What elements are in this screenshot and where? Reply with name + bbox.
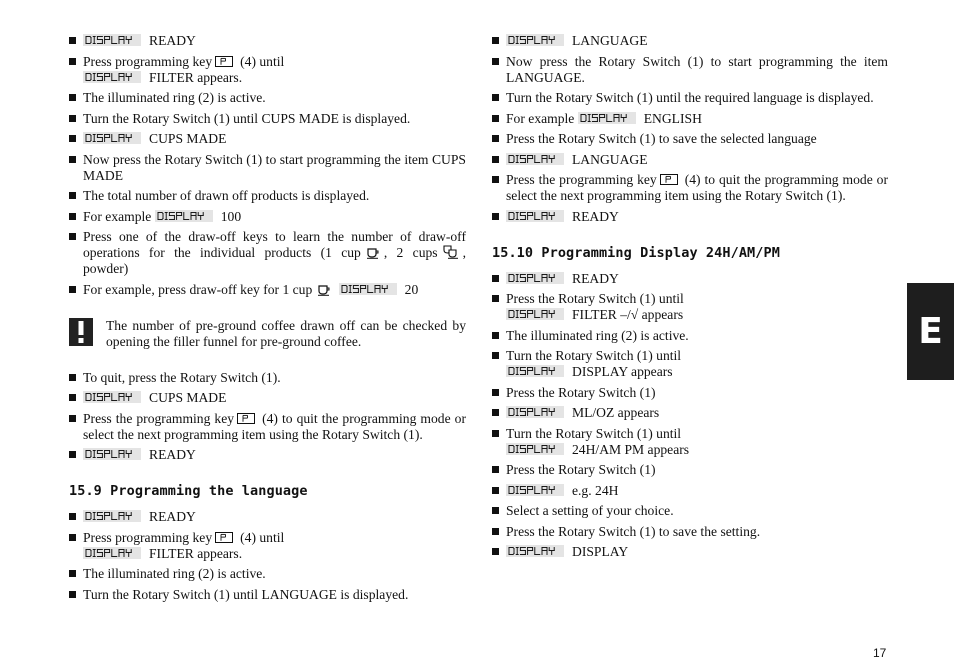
- list-item: READY: [492, 209, 888, 225]
- list-item: Turn the Rotary Switch (1) until DISPLAY appears: [492, 348, 888, 380]
- list-item: Press the Rotary Switch (1) until FILTER –/√ appears: [492, 291, 888, 323]
- list-item: READY: [492, 271, 888, 287]
- list-item: READY: [69, 33, 466, 49]
- list-item: Press the Rotary Switch (1) to save the selected language: [492, 131, 888, 147]
- section-heading: 15.9 Programming the language: [69, 483, 308, 499]
- list-item: Press the Rotary Switch (1): [492, 462, 888, 478]
- list-item: Press programming key (4) until FILTER appears.: [69, 530, 466, 562]
- list-item: READY: [69, 447, 466, 463]
- right-column: [492, 33, 888, 565]
- one-cup-icon: [317, 284, 331, 296]
- list-item: CUPS MADE: [69, 390, 466, 406]
- display-icon: [506, 443, 564, 455]
- list-item: Press one of the draw-off keys to learn the number of draw-off operations for the individual products (1 cup , 2 cups , powder): [69, 229, 466, 277]
- list-item: Press the programming key (4) to quit the programming mode or select the next programming item using the Rotary Switch (1).: [492, 172, 888, 204]
- display-icon: [155, 210, 213, 222]
- list-item: Turn the Rotary Switch (1) until CUPS MADE is displayed.: [69, 111, 466, 127]
- list-item: To quit, press the Rotary Switch (1).: [69, 370, 466, 386]
- display-icon: [83, 547, 141, 559]
- display-icon: [506, 365, 564, 377]
- list-item: e.g. 24H: [492, 483, 888, 499]
- display-icon: [83, 71, 141, 83]
- list-item: Press the Rotary Switch (1): [492, 385, 888, 401]
- list-item: For example ENGLISH: [492, 111, 888, 127]
- display-icon: [506, 272, 564, 284]
- list-item: LANGUAGE: [492, 33, 888, 49]
- page-number: 17: [873, 646, 887, 660]
- list-item: ML/OZ appears: [492, 405, 888, 421]
- list-item: READY: [69, 509, 466, 525]
- programming-key-icon: [237, 413, 255, 424]
- programming-key-icon: [660, 174, 678, 185]
- display-icon: [83, 448, 141, 460]
- list-item: Press the programming key (4) to quit the programming mode or select the next programming item using the Rotary Switch (1).: [69, 411, 466, 443]
- list-item: Turn the Rotary Switch (1) until the required language is displayed.: [492, 90, 888, 106]
- language-side-tab: E: [907, 283, 954, 380]
- list-item: Select a setting of your choice.: [492, 503, 888, 519]
- display-icon: [506, 545, 564, 557]
- display-icon: [83, 391, 141, 403]
- display-icon: [83, 132, 141, 144]
- programming-key-icon: [215, 56, 233, 67]
- list-item: LANGUAGE: [492, 152, 888, 168]
- two-cups-icon: [443, 245, 459, 259]
- display-icon: [506, 484, 564, 496]
- list-item: For example 100: [69, 209, 466, 225]
- list-item: Turn the Rotary Switch (1) until LANGUAGE is displayed.: [69, 587, 466, 603]
- list-item: For example, press draw-off key for 1 cup 20: [69, 282, 466, 298]
- display-icon: [339, 283, 397, 295]
- warning-note: The number of pre-ground coffee drawn off can be checked by opening the filler funnel for pre-ground coffee.: [69, 318, 466, 350]
- display-icon: [83, 34, 141, 46]
- list-item: The total number of drawn off products is displayed.: [69, 188, 466, 204]
- list-item: Turn the Rotary Switch (1) until 24H/AM PM appears: [492, 426, 888, 458]
- list-item: The illuminated ring (2) is active.: [69, 566, 466, 582]
- one-cup-icon: [366, 247, 380, 259]
- programming-key-icon: [215, 532, 233, 543]
- warning-icon: [69, 318, 93, 346]
- display-icon: [578, 112, 636, 124]
- list-item: The illuminated ring (2) is active.: [69, 90, 466, 106]
- list-item: DISPLAY: [492, 544, 888, 560]
- display-icon: [506, 406, 564, 418]
- display-icon: [506, 210, 564, 222]
- list-item: Press the Rotary Switch (1) to save the setting.: [492, 524, 888, 540]
- list-item: CUPS MADE: [69, 131, 466, 147]
- display-icon: [83, 510, 141, 522]
- display-icon: [506, 153, 564, 165]
- list-item: Press programming key (4) until FILTER appears.: [69, 54, 466, 86]
- display-icon: [506, 34, 564, 46]
- section-heading: 15.10 Programming Display 24H/AM/PM: [492, 244, 780, 261]
- list-item: Now press the Rotary Switch (1) to start programming the item CUPS MADE: [69, 152, 466, 184]
- list-item: The illuminated ring (2) is active.: [492, 328, 888, 344]
- list-item: Now press the Rotary Switch (1) to start programming the item LANGUAGE.: [492, 54, 888, 86]
- left-column: [69, 33, 466, 607]
- display-icon: [506, 308, 564, 320]
